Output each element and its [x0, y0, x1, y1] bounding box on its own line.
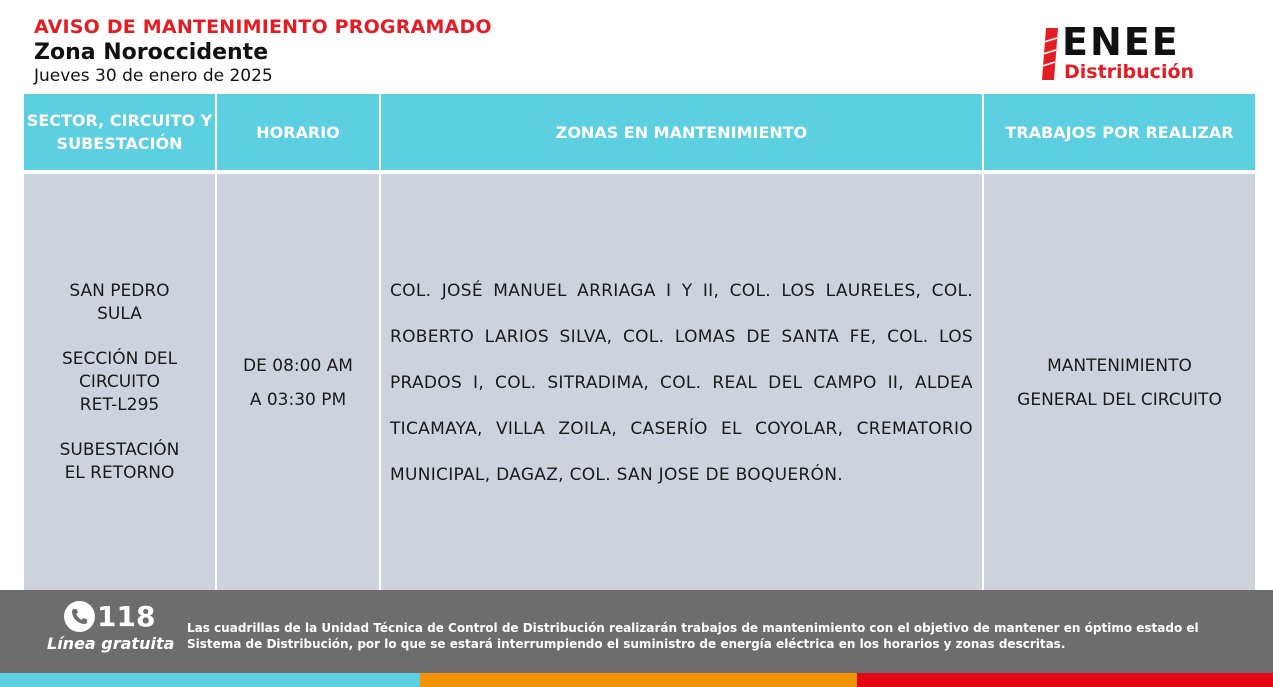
logo-subtitle: Distribución — [1064, 61, 1195, 83]
stripe-orange — [420, 673, 857, 687]
substation-name: SUBESTACIÓN EL RETORNO — [59, 440, 180, 483]
stripe-cyan — [0, 673, 420, 687]
notice-kicker: AVISO DE MANTENIMIENTO PROGRAMADO — [34, 16, 492, 38]
header-trabajos: TRABAJOS POR REALIZAR — [984, 94, 1255, 170]
sector-name: SAN PEDRO SULA — [69, 281, 170, 324]
enee-logo — [1040, 20, 1220, 86]
header-zonas: ZONAS EN MANTENIMIENTO — [381, 94, 982, 170]
circuit-section: SECCIÓN DEL CIRCUITO RET-L295 — [61, 349, 178, 415]
phone-icon — [64, 601, 95, 632]
cell-zonas — [381, 174, 982, 591]
zones-text: COL. JOSÉ MANUEL ARRIAGA I Y II, COL. LOS LAURELES, COL. ROBERTO LARIOS SILVA, COL. LOMAS DE SANTA FE, COL. LOS PRADOS I, COL. SITRADIMA, COL. REAL DEL CAMPO II, ALDEA TICAMAYA, VILLA ZOILA, CASERÍO EL COYOLAR, CREMATORIO MUNICIPAL, DAGAZ, COL. SAN JOSE DE BOQUERÓN. — [390, 280, 973, 485]
header-horario: HORARIO — [217, 94, 379, 170]
works-text: MANTENIMIENTO GENERAL DEL CIRCUITO — [1017, 355, 1222, 410]
cell-horario — [217, 174, 379, 591]
maintenance-table — [24, 94, 1255, 591]
logo-brand: ENEE — [1062, 20, 1180, 64]
notice-date: Jueves 30 de enero de 2025 — [34, 66, 273, 86]
cell-sector — [24, 174, 215, 591]
hotline-label: Línea gratuita — [47, 634, 175, 653]
stripe-red — [857, 673, 1273, 687]
header-sector: SECTOR, CIRCUITO Y SUBESTACIÓN — [24, 94, 215, 170]
enee-mark-icon — [1042, 28, 1058, 80]
hotline-number: 118 — [97, 600, 156, 633]
footer-notice: Las cuadrillas de la Unidad Técnica de Control de Distribución realizarán trabajos de mantenimiento con el objetivo de mantener en óptimo estado el Sistema de Distribución, por lo que se estará interrumpiendo el suministro de energía eléctrica en los horarios y zonas descritas. — [187, 621, 1199, 651]
schedule-text: DE 08:00 AM A 03:30 PM — [243, 355, 353, 410]
cell-trabajos — [984, 174, 1255, 591]
zone-title: Zona Noroccidente — [34, 40, 269, 65]
